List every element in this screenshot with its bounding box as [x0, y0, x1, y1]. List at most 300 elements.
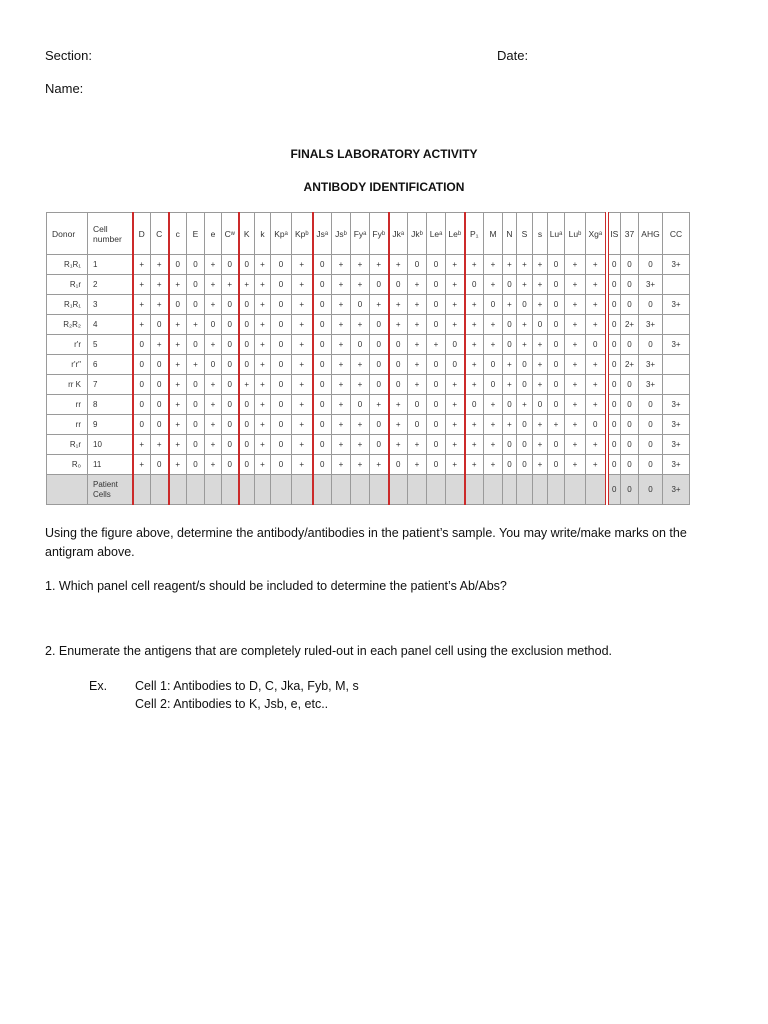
donor-cell: R₁r	[47, 275, 88, 295]
antigen-value: +	[565, 375, 586, 395]
antigen-value: +	[205, 455, 222, 475]
antigen-value: 0	[389, 275, 408, 295]
antigen-value: 0	[133, 335, 151, 355]
patient-antigen-blank	[351, 475, 370, 505]
phase-result: 0	[607, 435, 621, 455]
header-donor: Donor	[47, 213, 88, 255]
antigen-value: 0	[427, 455, 446, 475]
antigen-value: +	[533, 355, 548, 375]
header-antigen: c	[169, 213, 187, 255]
patient-antigen-blank	[205, 475, 222, 505]
phase-result: 0	[621, 295, 639, 315]
antigen-value: 0	[370, 415, 389, 435]
antigen-value: 0	[313, 375, 332, 395]
antigen-value: +	[465, 375, 484, 395]
antigen-value: 0	[205, 315, 222, 335]
header-phase: 37	[621, 213, 639, 255]
antigen-value: +	[169, 395, 187, 415]
phase-result: 2+	[621, 355, 639, 375]
antigen-value: 0	[427, 275, 446, 295]
antigen-value: 0	[548, 375, 565, 395]
antigen-value: +	[151, 295, 169, 315]
antigen-value: 0	[239, 415, 255, 435]
antigen-value: +	[205, 435, 222, 455]
antigen-value: +	[151, 435, 169, 455]
antigen-value: 0	[133, 395, 151, 415]
antigen-value: 0	[313, 455, 332, 475]
antigen-value: +	[465, 315, 484, 335]
antigen-value: +	[446, 395, 465, 415]
antigen-value: 0	[222, 335, 239, 355]
antigram-panel-table	[46, 212, 690, 505]
cell-number: 8	[88, 395, 133, 415]
donor-cell: R₁r	[47, 435, 88, 455]
header-antigen: E	[187, 213, 205, 255]
antigen-value: +	[332, 415, 351, 435]
patient-antigen-blank	[151, 475, 169, 505]
antigen-value: 0	[313, 395, 332, 415]
antigen-value: +	[565, 355, 586, 375]
header-antigen: N	[503, 213, 517, 255]
phase-result: 0	[621, 435, 639, 455]
antigen-value: 0	[427, 435, 446, 455]
cell-number: 3	[88, 295, 133, 315]
header-antigen: k	[255, 213, 271, 255]
antigen-value: +	[169, 275, 187, 295]
antigen-value: +	[446, 295, 465, 315]
antigen-value: 0	[313, 255, 332, 275]
header-antigen: Jkᵇ	[408, 213, 427, 255]
patient-phase-result: 3+	[663, 475, 690, 505]
antigen-value: +	[586, 435, 607, 455]
phase-result: 0	[607, 415, 621, 435]
antigen-value: +	[484, 255, 503, 275]
antigen-value: +	[351, 275, 370, 295]
antigen-value: +	[533, 455, 548, 475]
patient-antigen-blank	[239, 475, 255, 505]
antigen-value: +	[205, 275, 222, 295]
patient-antigen-blank	[427, 475, 446, 505]
antigen-value: 0	[313, 415, 332, 435]
antigen-value: +	[332, 375, 351, 395]
header-antigen: Cʷ	[222, 213, 239, 255]
phase-result: 2+	[621, 315, 639, 335]
antigen-value: +	[408, 335, 427, 355]
antigen-value: +	[408, 315, 427, 335]
antigen-value: +	[484, 435, 503, 455]
antigen-value: +	[332, 315, 351, 335]
phase-result: 3+	[663, 255, 690, 275]
patient-antigen-blank	[187, 475, 205, 505]
antigen-value: +	[255, 335, 271, 355]
antigen-value: +	[389, 255, 408, 275]
antigen-value: +	[332, 275, 351, 295]
antigen-value: 0	[151, 455, 169, 475]
antigen-value: +	[586, 355, 607, 375]
antigen-value: +	[533, 375, 548, 395]
header-cell-line1: Cell	[93, 223, 108, 234]
antigen-value: 0	[313, 275, 332, 295]
patient-antigen-blank	[222, 475, 239, 505]
antigen-value: +	[169, 435, 187, 455]
phase-result: 3+	[663, 395, 690, 415]
antigen-value: +	[484, 395, 503, 415]
antigen-value: 0	[205, 355, 222, 375]
antigen-value: 0	[503, 455, 517, 475]
antigen-value: +	[351, 455, 370, 475]
patient-antigen-blank	[370, 475, 389, 505]
phase-result: 3+	[663, 455, 690, 475]
donor-cell: rr	[47, 415, 88, 435]
antigen-value: 0	[187, 335, 205, 355]
antigen-value: +	[169, 315, 187, 335]
antigen-value: 0	[503, 315, 517, 335]
phase-result: 0	[639, 395, 663, 415]
antigen-value: 0	[548, 275, 565, 295]
antigen-value: 0	[517, 435, 533, 455]
antigen-value: 0	[351, 295, 370, 315]
antigen-value: 0	[517, 375, 533, 395]
header-antigen: Kpᵇ	[292, 213, 313, 255]
antigen-value: +	[389, 435, 408, 455]
antigen-value: 0	[548, 255, 565, 275]
antigen-value: 0	[351, 395, 370, 415]
antigen-value: 0	[151, 375, 169, 395]
antigen-value: 0	[271, 335, 292, 355]
patient-antigen-blank	[517, 475, 533, 505]
phase-result: 0	[607, 295, 621, 315]
header-antigen: Luᵃ	[548, 213, 565, 255]
cell-number: 1	[88, 255, 133, 275]
antigen-value: +	[503, 355, 517, 375]
phase-result: 0	[621, 455, 639, 475]
antigen-value: 0	[533, 395, 548, 415]
cell-number: 11	[88, 455, 133, 475]
antigen-value: 0	[370, 315, 389, 335]
antigen-value: +	[389, 315, 408, 335]
antigen-value: 0	[484, 355, 503, 375]
patient-cells-label	[88, 475, 133, 505]
donor-cell: R₁R₁	[47, 255, 88, 275]
antigen-value: 0	[222, 375, 239, 395]
donor-cell: R₀	[47, 455, 88, 475]
header-cell-line2: number	[93, 233, 122, 244]
name-label: Name:	[45, 81, 84, 96]
antigen-value: 0	[222, 395, 239, 415]
antigen-value: +	[370, 455, 389, 475]
phase-result: 0	[621, 415, 639, 435]
antigen-value: +	[517, 275, 533, 295]
antigen-value: 0	[548, 395, 565, 415]
antigen-value: +	[351, 315, 370, 335]
antigen-value: +	[205, 395, 222, 415]
antigen-value: +	[205, 255, 222, 275]
antigen-value: 0	[427, 355, 446, 375]
patient-antigen-blank	[533, 475, 548, 505]
antigen-value: 0	[222, 455, 239, 475]
question-2: 2. Enumerate the antigens that are completely ruled-out in each panel cell using the exclusion method.	[45, 644, 613, 658]
antigen-value: 0	[222, 415, 239, 435]
patient-phase-result: 0	[621, 475, 639, 505]
antigen-value: +	[255, 395, 271, 415]
patient-phase-result: 0	[607, 475, 621, 505]
header-antigen: Fyᵇ	[370, 213, 389, 255]
patient-label-line1: Patient	[93, 479, 118, 489]
antigen-value: +	[133, 315, 151, 335]
antigen-value: +	[389, 415, 408, 435]
antigen-value: +	[465, 415, 484, 435]
antigen-value: +	[533, 295, 548, 315]
antigen-value: 0	[389, 375, 408, 395]
antigen-value: +	[169, 335, 187, 355]
antigen-value: +	[169, 455, 187, 475]
donor-cell: R₂R₂	[47, 315, 88, 335]
antigen-value: 0	[222, 315, 239, 335]
antigen-value: 0	[586, 335, 607, 355]
patient-phase-result: 0	[639, 475, 663, 505]
header-antigen: Kpᵃ	[271, 213, 292, 255]
antigen-value: 0	[187, 435, 205, 455]
antigen-value: +	[586, 395, 607, 415]
antigen-value: +	[465, 435, 484, 455]
antigen-value: +	[133, 435, 151, 455]
antigen-value: 0	[271, 375, 292, 395]
antigen-value: +	[465, 295, 484, 315]
example-line-1: Cell 1: Antibodies to D, C, Jka, Fyb, M, s	[135, 679, 359, 693]
antigen-value: +	[187, 315, 205, 335]
patient-antigen-blank	[169, 475, 187, 505]
phase-result: 0	[621, 275, 639, 295]
antigen-value: 0	[548, 295, 565, 315]
patient-antigen-blank	[408, 475, 427, 505]
antigen-value: +	[465, 355, 484, 375]
header-antigen: Leᵇ	[446, 213, 465, 255]
antigen-value: +	[465, 455, 484, 475]
antigen-value: +	[446, 415, 465, 435]
phase-result: 3+	[639, 275, 663, 295]
antigen-value: 0	[133, 415, 151, 435]
antigen-value: 0	[370, 355, 389, 375]
antigen-value: 0	[484, 375, 503, 395]
antigen-value: +	[133, 455, 151, 475]
antigen-value: +	[484, 315, 503, 335]
antigen-value: 0	[548, 435, 565, 455]
antigen-value: +	[533, 275, 548, 295]
antigen-value: +	[292, 395, 313, 415]
antigen-value: 0	[408, 255, 427, 275]
antigen-value: 0	[187, 275, 205, 295]
antigen-value: +	[484, 275, 503, 295]
antigen-value: 0	[427, 255, 446, 275]
antigen-value: +	[292, 435, 313, 455]
antigen-value: +	[332, 395, 351, 415]
phase-result: 3+	[639, 375, 663, 395]
antigen-value: 0	[465, 395, 484, 415]
patient-antigen-blank	[271, 475, 292, 505]
header-phase: CC	[663, 213, 690, 255]
antigen-value: +	[586, 255, 607, 275]
table-row	[47, 275, 690, 295]
patient-antigen-blank	[548, 475, 565, 505]
cell-number: 7	[88, 375, 133, 395]
phase-result: 0	[607, 275, 621, 295]
antigen-value: +	[255, 375, 271, 395]
antigen-value: 0	[187, 395, 205, 415]
table-row	[47, 455, 690, 475]
antigen-value: 0	[313, 295, 332, 315]
antigen-value: 0	[187, 255, 205, 275]
header-antigen: M	[484, 213, 503, 255]
antigen-value: 0	[187, 295, 205, 315]
antigen-value: +	[565, 335, 586, 355]
cell-number: 4	[88, 315, 133, 335]
antigen-value: +	[370, 255, 389, 275]
antigen-value: 0	[271, 455, 292, 475]
header-antigen: Xgᵃ	[586, 213, 607, 255]
antigen-value: 0	[389, 355, 408, 375]
antigen-value: 0	[271, 415, 292, 435]
phase-result	[663, 355, 690, 375]
donor-cell: rr K	[47, 375, 88, 395]
antigen-value: +	[408, 435, 427, 455]
antigen-value: 0	[239, 315, 255, 335]
example-label: Ex.	[89, 679, 108, 693]
antigen-value: +	[446, 255, 465, 275]
antigen-value: 0	[484, 295, 503, 315]
antigen-value: +	[351, 375, 370, 395]
panel-header-row	[47, 213, 690, 255]
antigen-value: 0	[151, 355, 169, 375]
antigen-value: +	[586, 375, 607, 395]
antigen-value: 0	[239, 255, 255, 275]
patient-antigen-blank	[503, 475, 517, 505]
antigen-value: +	[332, 355, 351, 375]
cell-number: 10	[88, 435, 133, 455]
antigen-value: 0	[187, 415, 205, 435]
antigen-value: +	[370, 395, 389, 415]
patient-antigen-blank	[255, 475, 271, 505]
antigen-value: +	[503, 375, 517, 395]
phase-result	[663, 275, 690, 295]
antigen-value: +	[465, 255, 484, 275]
antigen-value: 0	[517, 295, 533, 315]
antigen-value: +	[292, 375, 313, 395]
header-antigen: e	[205, 213, 222, 255]
antigen-value: +	[565, 435, 586, 455]
antigen-value: +	[255, 295, 271, 315]
antigen-value: 0	[517, 415, 533, 435]
antigen-value: +	[548, 415, 565, 435]
antigen-value: +	[484, 455, 503, 475]
antigen-value: 0	[427, 395, 446, 415]
antigen-value: +	[292, 455, 313, 475]
antigen-value: +	[151, 255, 169, 275]
date-label: Date:	[497, 48, 529, 63]
phase-result: 0	[639, 455, 663, 475]
patient-label-line2: Cells	[93, 489, 111, 499]
header-antigen: Luᵇ	[565, 213, 586, 255]
antigen-value: 0	[271, 295, 292, 315]
patient-cells-row	[47, 475, 690, 505]
antigen-value: 0	[187, 375, 205, 395]
antigen-value: 0	[503, 435, 517, 455]
antigen-value: 0	[239, 435, 255, 455]
phase-result: 0	[639, 335, 663, 355]
antigen-value: +	[517, 315, 533, 335]
antigen-value: 0	[239, 335, 255, 355]
table-row	[47, 255, 690, 275]
antigen-value: +	[503, 415, 517, 435]
phase-result: 0	[607, 395, 621, 415]
patient-antigen-blank	[586, 475, 607, 505]
antigen-value: 0	[239, 295, 255, 315]
antigen-value: 0	[271, 355, 292, 375]
phase-result: 0	[607, 335, 621, 355]
patient-antigen-blank	[465, 475, 484, 505]
antigen-value: +	[565, 395, 586, 415]
antigen-value: +	[292, 315, 313, 335]
antigen-value: 0	[313, 355, 332, 375]
donor-cell: rr	[47, 395, 88, 415]
phase-result: 0	[607, 355, 621, 375]
antigen-value: 0	[271, 395, 292, 415]
table-row	[47, 375, 690, 395]
antigen-value: +	[503, 255, 517, 275]
antigen-value: +	[586, 295, 607, 315]
antigen-value: +	[292, 355, 313, 375]
patient-donor-cell	[47, 475, 88, 505]
antigen-value: +	[533, 435, 548, 455]
antigen-value: +	[255, 355, 271, 375]
donor-cell: r'r	[47, 335, 88, 355]
instructions-intro: Using the figure above, determine the antibody/antibodies in the patient’s sample. You may write/make marks on the antigram above.	[45, 526, 687, 559]
antigen-value: 0	[313, 315, 332, 335]
table-row	[47, 415, 690, 435]
antigen-value: +	[517, 255, 533, 275]
antigen-value: 0	[169, 255, 187, 275]
table-row	[47, 295, 690, 315]
phase-result: 0	[621, 395, 639, 415]
antigen-value: 0	[313, 335, 332, 355]
antigen-value: +	[205, 335, 222, 355]
phase-result: 3+	[639, 355, 663, 375]
table-row	[47, 395, 690, 415]
phase-result: 0	[607, 315, 621, 335]
antigen-value: 0	[389, 335, 408, 355]
antigen-value: 0	[271, 315, 292, 335]
antigen-value: +	[332, 335, 351, 355]
header-antigen: D	[133, 213, 151, 255]
antigen-value: +	[255, 455, 271, 475]
header-antigen: C	[151, 213, 169, 255]
antigen-value: +	[332, 255, 351, 275]
phase-result	[663, 375, 690, 395]
antigen-value: +	[408, 355, 427, 375]
antigen-value: +	[446, 455, 465, 475]
section-label: Section:	[45, 48, 92, 63]
antigen-value: 0	[370, 335, 389, 355]
antigen-value: +	[222, 275, 239, 295]
antigen-value: +	[332, 295, 351, 315]
antigen-value: +	[446, 315, 465, 335]
antigen-value: 0	[370, 375, 389, 395]
phase-result: 0	[639, 255, 663, 275]
patient-antigen-blank	[292, 475, 313, 505]
page-title: FINALS LABORATORY ACTIVITY	[290, 147, 478, 161]
header-antigen: Jsᵃ	[313, 213, 332, 255]
antigen-value: +	[332, 435, 351, 455]
antigen-value: +	[205, 375, 222, 395]
